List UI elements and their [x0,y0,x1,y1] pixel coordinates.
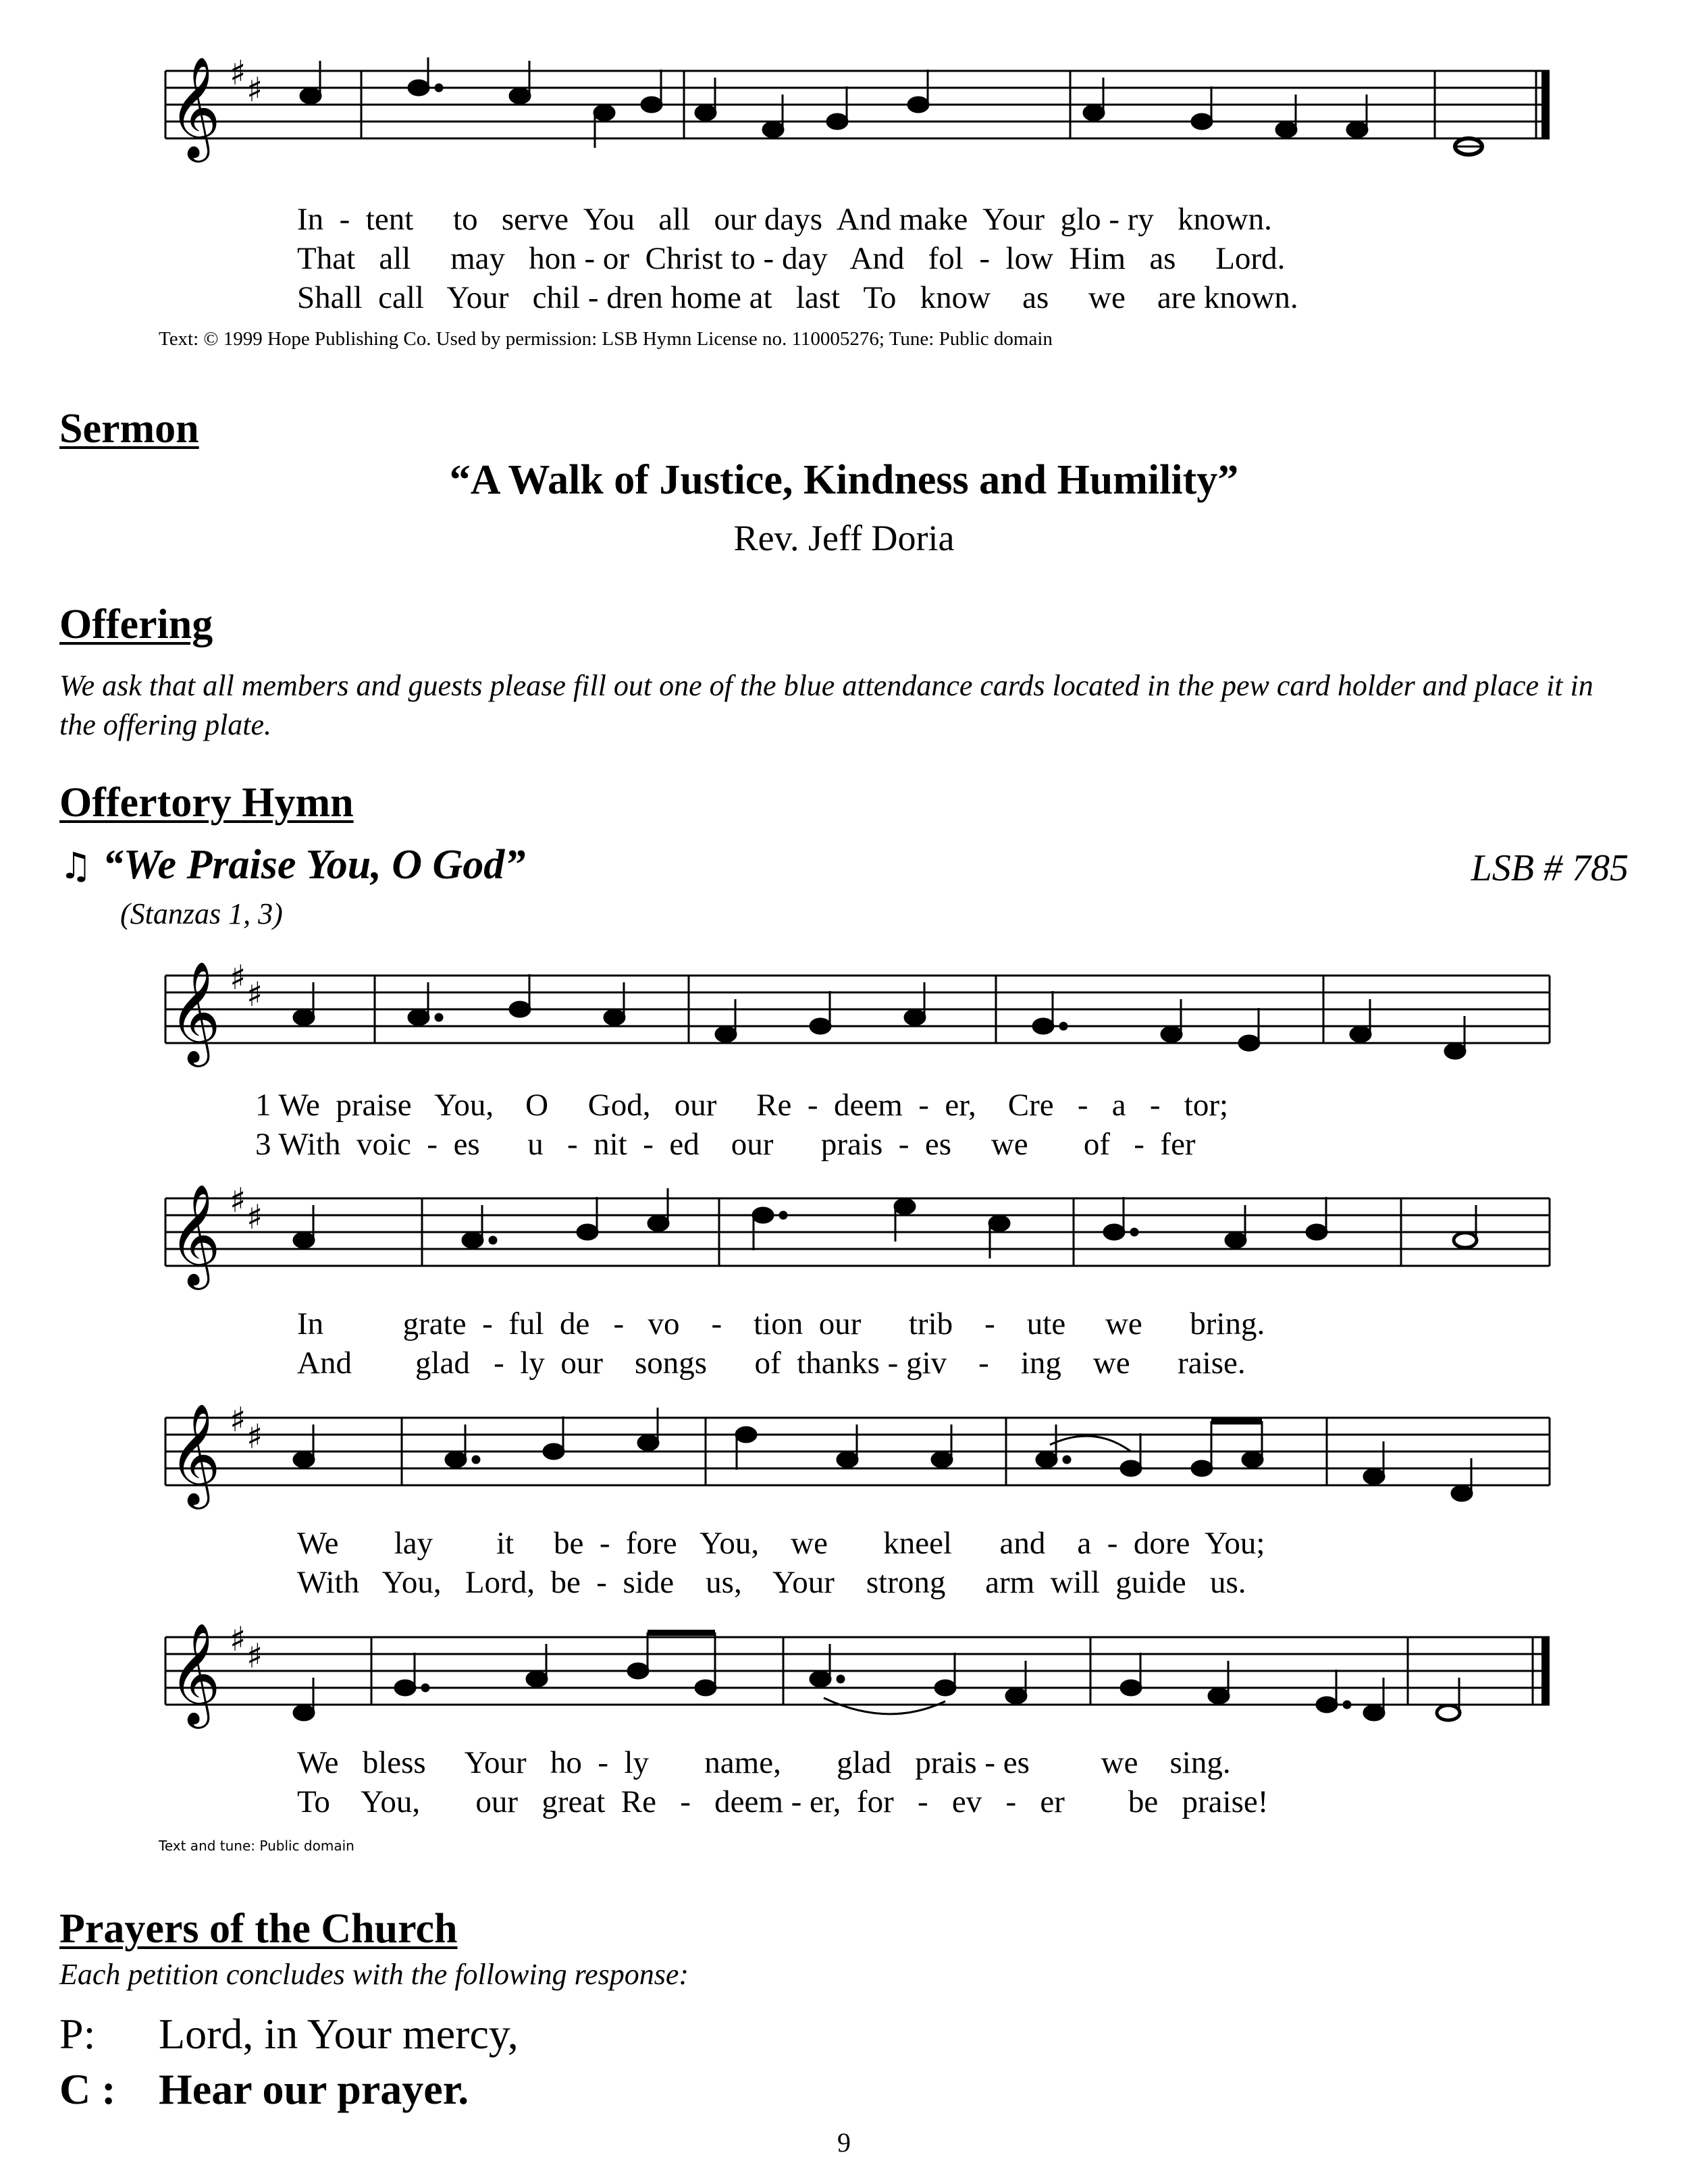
sermon-title: “A Walk of Justice, Kindness and Humility” [449,457,1239,503]
offertory-stanzas: (Stanzas 1, 3) [120,897,283,930]
offertory-s2-line-1: In grate - ful de - vo - tion our trib - ute we bring. [297,1306,1265,1341]
top-hymn-lyric-2: That all may hon - or Christ to - day And fol - low Him as Lord. [297,241,1286,276]
offertory-title-line [59,841,525,889]
offertory-s1-line-1: 1 We praise You, O God, our Re - deem - er, Cre - a - tor; [255,1088,1229,1123]
svg-text:♯: ♯ [246,70,263,109]
offertory-staff-4 [152,1607,1563,1742]
offertory-staff-1 [152,945,1563,1080]
svg-text:𝄞: 𝄞 [169,57,221,158]
offertory-heading: Offertory Hymn [59,780,354,826]
svg-text:♯: ♯ [246,1198,263,1237]
music-note-icon: ♫ [59,845,93,887]
svg-text:♯: ♯ [230,958,246,997]
svg-text:♯: ♯ [246,1636,263,1676]
sermon-heading: Sermon [59,406,199,452]
prayers-note: Each petition concludes with the following response: [59,1958,689,1991]
pastor-text: Lord, in Your mercy, [159,2010,519,2058]
top-hymn-staff [152,57,1563,192]
svg-text:♯: ♯ [230,1181,246,1220]
offertory-hymn-title: “We Praise You, O God” [102,842,526,888]
svg-text:♯: ♯ [230,57,246,92]
svg-text:♯: ♯ [246,1417,263,1456]
prayers-heading: Prayers of the Church [59,1906,458,1952]
top-hymn-credit: Text: © 1999 Hope Publishing Co. Used by permission: LSB Hymn License no. 110005276; Tune: Public domain [159,328,1053,350]
top-hymn-lyric-3: Shall call Your chil - dren home at last To know as we are known. [297,280,1298,315]
offertory-staff-3 [152,1387,1563,1522]
svg-text:♯: ♯ [246,975,263,1014]
svg-text:𝄞: 𝄞 [169,1402,221,1505]
offertory-s2-line-2: And glad - ly our songs of thanks - giv - ing we raise. [297,1346,1246,1381]
offertory-hymn-number: LSB # 785 [1471,847,1629,889]
congregation-label: C : [59,2065,116,2113]
svg-text:𝄞: 𝄞 [169,1183,221,1285]
offertory-s1-line-2: 3 With voic - es u - nit - ed our prais - es we of - fer [255,1127,1196,1162]
offertory-s3-line-2: With You, Lord, be - side us, Your strong arm will guide us. [297,1565,1246,1600]
offering-heading: Offering [59,602,213,647]
page-number: 9 [837,2127,851,2158]
offertory-s4-line-1: We bless Your ho - ly name, glad prais - es we sing. [297,1745,1231,1780]
top-hymn-lyric-1: In - tent to serve You all our days And make Your glo - ry known. [297,202,1272,237]
svg-text:𝄞: 𝄞 [169,1622,221,1724]
offertory-s3-line-1: We lay it be - fore You, we kneel and a - dore You; [297,1526,1265,1561]
congregation-text: Hear our prayer. [159,2065,469,2113]
svg-text:♯: ♯ [230,1400,246,1439]
offering-note: We ask that all members and guests please fill out one of the blue attendance cards located in the pew card holder and place it in the offering plate. [59,669,1593,741]
svg-text:𝄞: 𝄞 [169,960,221,1063]
offertory-s4-line-2: To You, our great Re - deem - er, for - ev - er be praise! [297,1784,1269,1819]
svg-text:♯: ♯ [230,1620,246,1659]
offertory-staff-2 [152,1168,1563,1303]
pastor-label: P: [59,2010,96,2058]
offertory-credit: Text and tune: Public domain [159,1838,354,1854]
sermon-preacher: Rev. Jeff Doria [733,518,955,558]
